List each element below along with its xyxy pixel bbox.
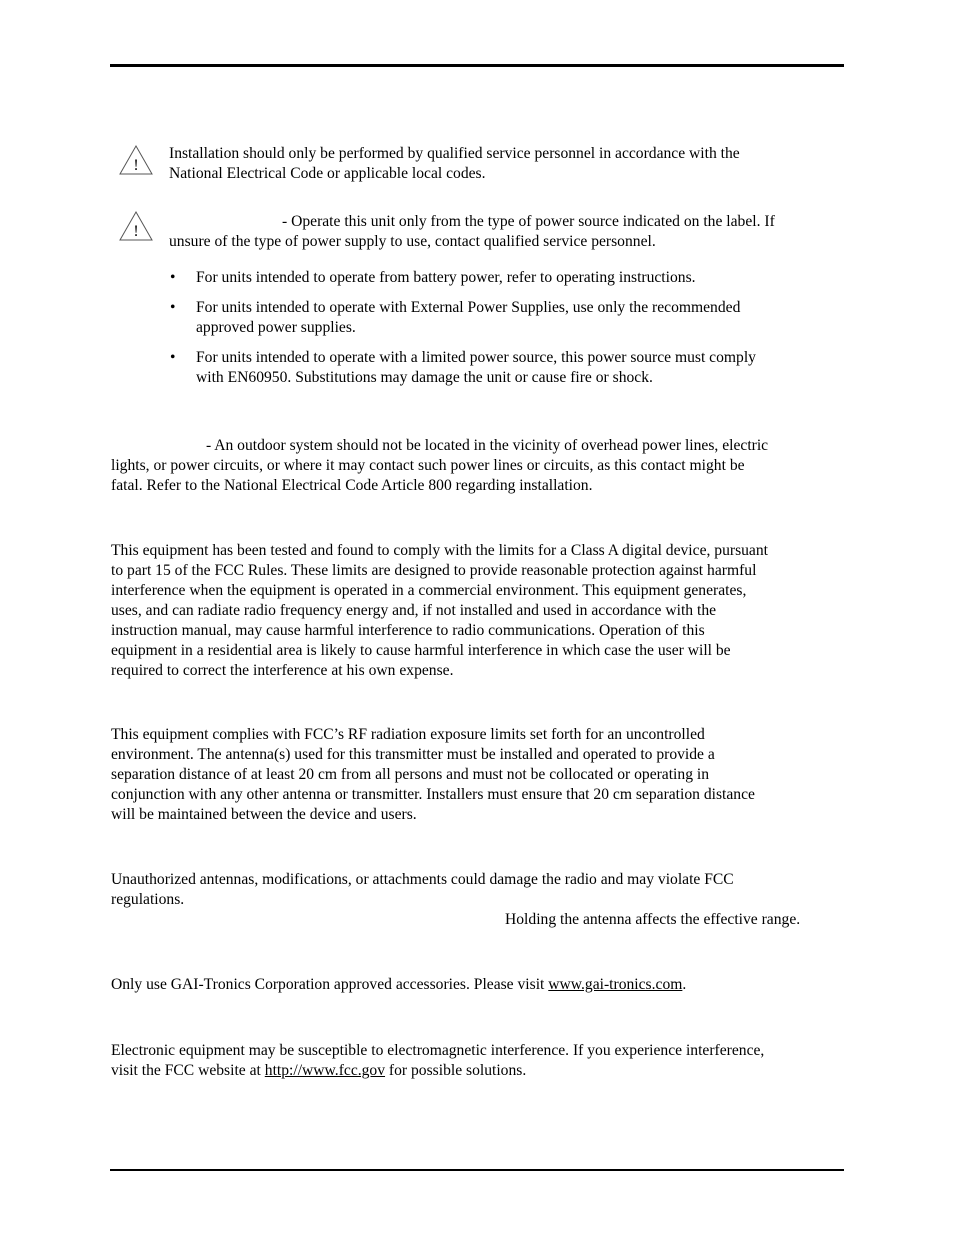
text-line: with EN60950. Substitutions may damage the unit or cause fire or shock. — [196, 369, 653, 386]
warning-triangle-icon — [118, 210, 154, 242]
text-line: - Operate this unit only from the type of power source indicated on the label. If — [282, 213, 775, 230]
text-span: visit the FCC website at — [111, 1062, 265, 1079]
text-line: unsure of the type of power supply to use, contact qualified service personnel. — [169, 233, 656, 250]
text-line: conjunction with any other antenna or transmitter. Installers must ensure that 20 cm separation distance — [111, 786, 755, 803]
list-item — [168, 268, 828, 288]
text-line: to part 15 of the FCC Rules. These limits are designed to provide reasonable protection against harmful — [111, 562, 757, 579]
text-line — [111, 1061, 851, 1081]
text-line: required to correct the interference at his own expense. — [111, 662, 454, 679]
svg-text:!: ! — [133, 157, 139, 174]
text-line: For units intended to operate from battery power, refer to operating instructions. — [196, 269, 696, 286]
text-line: equipment in a residential area is likely to cause harmful interference in which case the user will be — [111, 642, 731, 659]
text-line: Holding the antenna affects the effective range. — [505, 911, 801, 928]
gai-tronics-link[interactable]: www.gai-tronics.com — [548, 976, 683, 993]
installation-warning-text — [169, 144, 849, 184]
bullet-icon: • — [170, 299, 176, 316]
text-line: interference when the equipment is operated in a commercial environment. This equipment generates, — [111, 582, 747, 599]
text-line: lights, or power circuits, or where it may contact such power lines or circuits, as this contact might be — [111, 457, 745, 474]
text-line: For units intended to operate with a limited power source, this power source must comply — [196, 349, 756, 366]
text-line: Electronic equipment may be susceptible to electromagnetic interference. If you experience interference, — [111, 1042, 765, 1059]
power-lines-paragraph — [111, 436, 851, 496]
text-line: fatal. Refer to the National Electrical Code Article 800 regarding installation. — [111, 477, 593, 494]
rf-exposure-paragraph — [111, 725, 851, 825]
power-warning-text — [169, 212, 849, 252]
text-line: environment. The antenna(s) used for this transmitter must be installed and operated to provide a — [111, 746, 715, 763]
warning-triangle-icon — [118, 144, 154, 176]
emi-paragraph — [111, 1041, 851, 1081]
footer-rule — [110, 1169, 844, 1171]
text-line: This equipment has been tested and found to comply with the limits for a Class A digital device, pursuant — [111, 542, 768, 559]
power-source-bullet-list — [168, 268, 828, 398]
header-rule — [110, 64, 844, 67]
list-item — [168, 298, 828, 338]
text-line: approved power supplies. — [196, 319, 356, 336]
text-line: regulations. — [111, 891, 185, 908]
text-span: . — [682, 976, 687, 993]
text-line: Installation should only be performed by qualified service personnel in accordance with the — [169, 145, 740, 162]
text-line: Unauthorized antennas, modifications, or attachments could damage the radio and may violate FCC — [111, 871, 734, 888]
text-line: National Electrical Code or applicable local codes. — [169, 165, 486, 182]
text-line: This equipment complies with FCC’s RF radiation exposure limits set forth for an uncontrolled — [111, 726, 705, 743]
text-line: will be maintained between the device and users. — [111, 806, 417, 823]
fcc-part15-paragraph — [111, 541, 851, 681]
text-line: uses, and can radiate radio frequency energy and, if not installed and used in accordance with the — [111, 602, 717, 619]
text-span: for possible solutions. — [385, 1062, 527, 1079]
antenna-paragraph — [111, 870, 851, 930]
text-span: Only use GAI-Tronics Corporation approved accessories. Please visit — [111, 976, 549, 993]
list-item — [168, 348, 828, 388]
text-line: separation distance of at least 20 cm from all persons and must not be collocated or operating in — [111, 766, 710, 783]
accessories-paragraph — [111, 975, 851, 995]
fcc-website-link[interactable]: http://www.fcc.gov — [264, 1062, 386, 1079]
text-line: For units intended to operate with External Power Supplies, use only the recommended — [196, 299, 741, 316]
text-line: instruction manual, may cause harmful interference to radio communications. Operation of this — [111, 622, 705, 639]
svg-text:!: ! — [133, 223, 139, 240]
bullet-icon: • — [170, 269, 176, 286]
text-line: - An outdoor system should not be located in the vicinity of overhead power lines, electric — [206, 437, 769, 454]
bullet-icon: • — [170, 349, 176, 366]
